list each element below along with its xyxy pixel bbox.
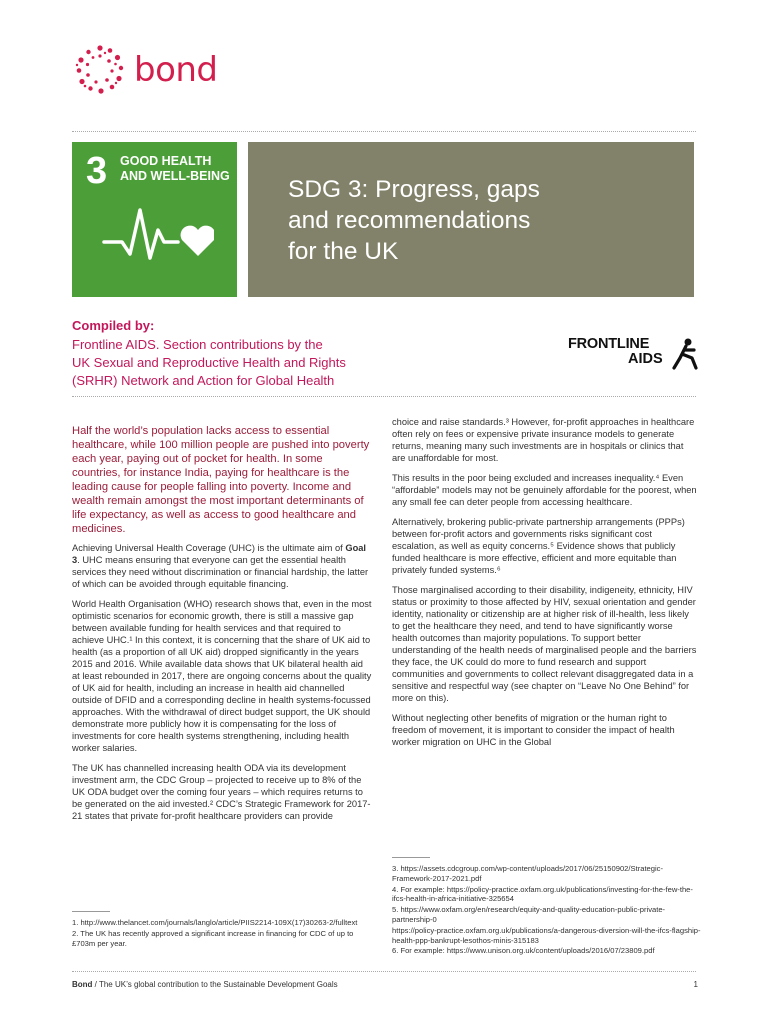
compiled-by-label: Compiled by: [72, 318, 155, 333]
bond-dots-icon [72, 42, 128, 98]
footnote: 2. The UK has recently approved a significant increase in financing for CDC of up to £703m per year. [72, 928, 354, 948]
page-footer [72, 980, 698, 989]
frontline-aids-logo [568, 336, 698, 374]
sdg-number: 3 [86, 150, 108, 192]
paragraph-for-profit: choice and raise standards.³ However, for-profit approaches in healthcare often rely on fees or expensive private insurance models to generate returns, meaning many such investments are in hospitals or clinics that are unaffordable for most. [392, 417, 695, 463]
footer-text: / The UK’s global contribution to the Sustainable Development Goals [92, 980, 338, 989]
paragraph-exclusion: This results in the poor being excluded and increases inequality.⁴ Even “affordable” models may not be genuinely affordable for the poorest, when any small fee can deter people from accessing healthcare. [392, 473, 697, 507]
paragraph-who: World Health Organisation (WHO) research shows that, even in the most optimistic scenarios for economic growth, there is still a massive gap between available funding for health services and that required to achieve UHC.¹ In this context, it is concerning that the share of UK aid to health (as a proportion of all UK aid) dropped significantly in the years 2015 and 2016. While available data shows that UK bilateral health aid at least rebounded in 2017, there are ongoing concerns about the quality of UK aid for health, including an increase in health aid channelled outside of DFID and a corresponding decline in health systems-focussed approaches. With the withdrawal of direct budget support, the UK should demonstrate more publicly how it is compensating for the loss of investments for core health systems strengthening, including health worker salaries. [72, 599, 372, 753]
footnote-rule [72, 911, 110, 912]
heartbeat-heart-icon [102, 200, 214, 264]
paragraph-cdc: The UK has channelled increasing health ODA via its development investment arm, the CDC Group – projected to receive up to 8% of the UK ODA budget over the coming four years – which requires returns to be generated on the aid invested.² CDC’s Strategic Framework for 2017-21 states that private for-profit healthcare providers can provide [72, 763, 371, 821]
footnote-rule [392, 857, 430, 858]
top-divider [72, 131, 696, 132]
page-title: SDG 3: Progress, gaps and recommendations for the UK [288, 176, 540, 265]
compiled-by-text: Frontline AIDS. Section contributions by the UK Sexual and Reproductive Health and Rights (SRHR) Network and Action for Global Health [72, 337, 346, 388]
paragraph-marginalised: Those marginalised according to their disability, indigeneity, ethnicity, HIV status or proximity to those affected by HIV, sexual orientation and gender identity, nationality or citizenship are at higher risk of ill-health, less likely to get the healthcare they need, and tend to have significantly worse health outcomes than majority populations. To support better understanding of the health needs of marginalised people and the barriers they face, the UK could do more to fund research and support communities and governments to collect relevant disaggregated data in a sensitive and respectful way (see chapter on “Leave No One Behind” for more on this). [392, 585, 697, 703]
footnote: 1. http://www.thelancet.com/journals/langlo/article/PIIS2214-109X(17)30263-2/fulltext [72, 918, 358, 927]
footnote: 4. For example: https://policy-practice.oxfam.org.uk/publications/investing-for-the-few-the-ifcs-health-in-africa-initiative-325654 [392, 884, 693, 904]
footer-brand: Bond [72, 980, 93, 989]
bottom-divider [72, 971, 696, 972]
footnotes-left [72, 911, 372, 949]
footnote: 6. For example: https://www.unison.org.uk/content/uploads/2016/07/23809.pdf [392, 946, 655, 956]
sdg-3-tile [72, 142, 237, 297]
paragraph-migration: Without neglecting other benefits of migration or the human right to freedom of movement, it is important to consider the impact of health worker migration on UHC in the Global [392, 713, 675, 747]
bond-wordmark: bond [134, 50, 218, 90]
body-left-column [72, 424, 372, 830]
footnotes-right [392, 857, 702, 957]
frontline-wordmark: FRONTLINE [568, 336, 650, 352]
footnote: https://policy-practice.oxfam.org.uk/publications/a-dangerous-diversion-will-the-ifcs-flagship-health-ppp-bankrupt-lesothos-minis-315183 [392, 925, 701, 945]
title-banner [248, 142, 694, 297]
page-number: 1 [693, 980, 698, 989]
running-figure-icon [672, 338, 698, 372]
aids-wordmark: AIDS [628, 351, 663, 367]
body-right-column [392, 416, 698, 756]
paragraph-ppp: Alternatively, brokering public-private partnership arrangements (PPPs) between for-profit actors and governments risks significant cost escalation, as well as equity concerns.⁵ Evidence shows that publicly funded healthcare is more effective, efficient and more equitable than privately funded systems.⁶ [392, 517, 685, 575]
mid-divider [72, 396, 696, 397]
sdg-label: GOOD HEALTH AND WELL-BEING [120, 154, 230, 183]
bond-logo [72, 42, 218, 98]
footnote: 3. https://assets.cdcgroup.com/wp-content/uploads/2017/06/25150902/Strategic-Framework-2017-2021.pdf [392, 864, 664, 883]
lead-paragraph: Half the world’s population lacks access to essential healthcare, while 100 million people are pushed into poverty each year, paying out of pocket for health. In some countries, for instance India, paying for healthcare is the leading cause for people falling into poverty. Income and wealth remain amongst the most important determinants of life expectancy, as well as access to good healthcare and medicines. [72, 425, 370, 535]
paragraph-uhc: Achieving Universal Health Coverage (UHC) is the ultimate aim of Goal 3. UHC means ensuring that everyone can get the essential health services they need without discrimination or financial hardship, the latter of which can be avoided through equitable financing. [72, 543, 369, 589]
footnote: 5. https://www.oxfam.org/en/research/equity-and-quality-education-public-private-partnership-0 [392, 905, 666, 924]
